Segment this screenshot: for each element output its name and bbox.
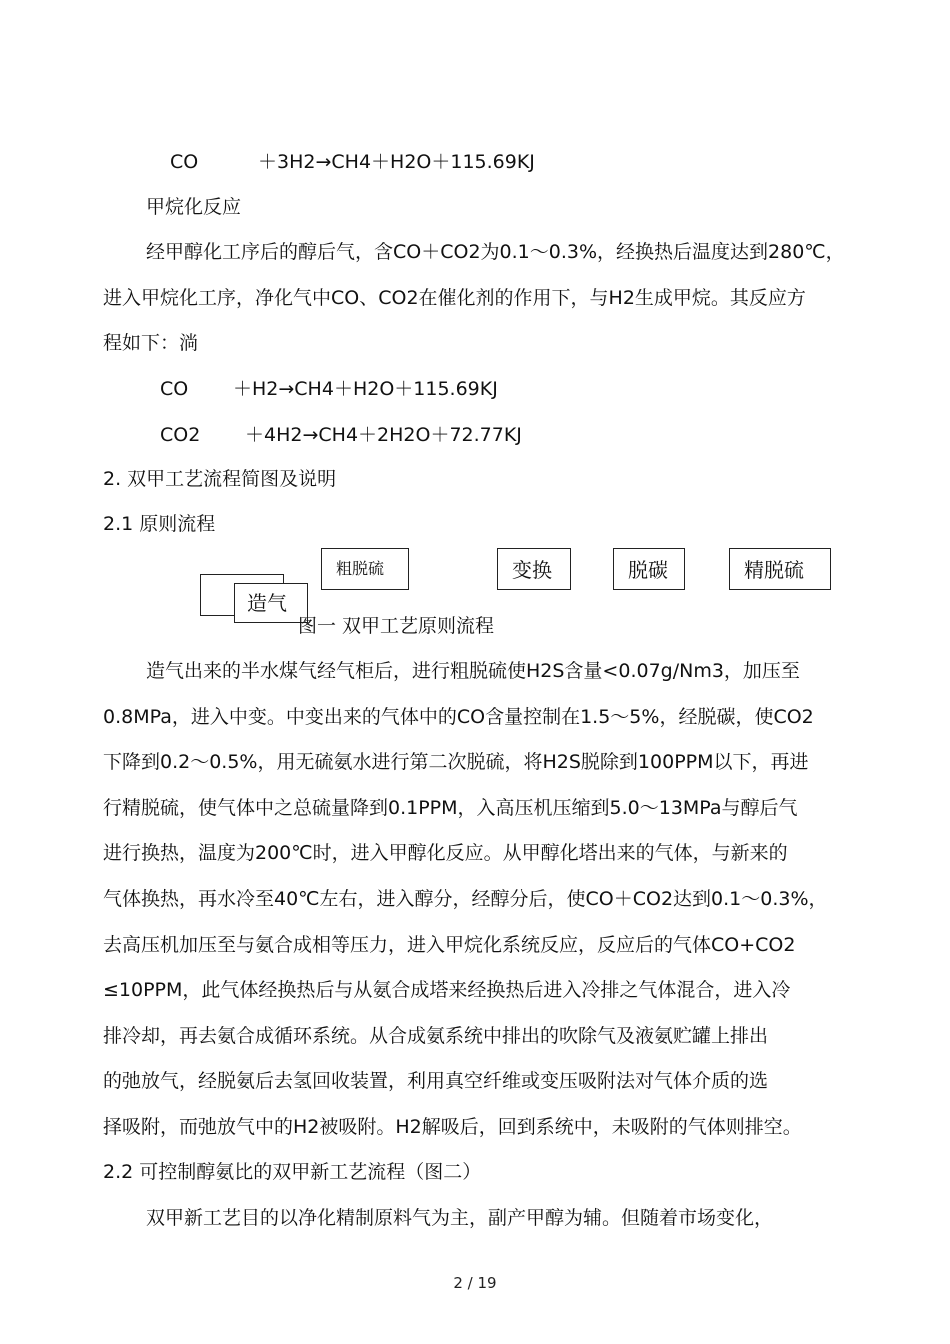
shift-box — [497, 548, 571, 590]
paragraph-line-2: 0.8MPa，进入中变。中变出来的气体中的CO含量控制在1.5～5%，经脱碳，使CO2 — [103, 706, 814, 728]
equation-3-right: ＋4H2→CH4＋2H2O＋72.77KJ — [245, 424, 522, 446]
equation-1-right: ＋3H2→CH4＋H2O＋115.69KJ — [258, 151, 535, 173]
paragraph-line-1: 造气出来的半水煤气经气柜后，进行粗脱硫使H2S含量<0.07g/Nm3，加压至 — [146, 660, 800, 682]
equation-2-right: ＋H2→CH4＋H2O＋115.69KJ — [233, 378, 498, 400]
section-2-2-text: 双甲新工艺目的以净化精制原料气为主，副产甲醇为辅。但随着市场变化， — [146, 1207, 774, 1229]
section-2-2-heading: 2.2 可控制醇氨比的双甲新工艺流程（图二） — [103, 1161, 482, 1183]
coarse-desulfur-box — [321, 548, 409, 590]
decarb-label: 脱碳 — [628, 558, 668, 582]
fine-desulfur-box — [729, 548, 831, 590]
equation-3-left: CO2 — [160, 424, 201, 446]
paragraph-line-11: 择吸附，而弛放气中的H2被吸附。H2解吸后，回到系统中，未吸附的气体则排空。 — [103, 1116, 802, 1138]
shift-label: 变换 — [512, 558, 552, 582]
coarse-desulfur-label: 粗脱硫 — [336, 559, 385, 578]
equation-2-left: CO — [160, 378, 189, 400]
paragraph-line-8: ≤10PPM，此气体经换热后与从氨合成塔来经换热后进入冷排之气体混合，进入冷 — [103, 979, 791, 1001]
methanation-line-2: 进入甲烷化工序，净化气中CO、CO2在催化剂的作用下，与H2生成甲烷。其反应方 — [103, 287, 806, 309]
paragraph-line-3: 下降到0.2～0.5%，用无硫氨水进行第二次脱硫，将H2S脱除到100PPM以下，再进 — [103, 751, 809, 773]
paragraph-line-9: 排冷却，再去氨合成循环系统。从合成氨系统中排出的吹除气及液氨贮罐上排出 — [103, 1025, 769, 1047]
paragraph-line-6: 气体换热，再水冷至40℃左右，进入醇分，经醇分后，使CO＋CO2达到0.1～0.3%， — [103, 888, 828, 910]
section-2-1-heading: 2.1 原则流程 — [103, 513, 216, 535]
page-number: 2 / 19 — [453, 1274, 497, 1292]
methanation-heading: 甲烷化反应 — [146, 196, 242, 218]
paragraph-line-5: 进行换热，温度为200℃时，进入甲醇化反应。从甲醇化塔出来的气体，与新来的 — [103, 842, 788, 864]
gas-making-label: 造气 — [247, 591, 287, 615]
paragraph-line-10: 的弛放气，经脱氨后去氢回收装置，利用真空纤维或变压吸附法对气体介质的选 — [103, 1070, 769, 1092]
methanation-line-1: 经甲醇化工序后的醇后气，含CO＋CO2为0.1～0.3%，经换热后温度达到280℃， — [146, 241, 845, 263]
figure-1-caption: 图一 双甲工艺原则流程 — [298, 615, 495, 637]
methanation-line-3: 程如下：淌 — [103, 332, 199, 354]
paragraph-line-7: 去高压机加压至与氨合成相等压力，进入甲烷化系统反应，反应后的气体CO+CO2 — [103, 934, 796, 956]
fine-desulfur-label: 精脱硫 — [744, 558, 804, 582]
gas-making-box — [234, 583, 308, 623]
paragraph-line-4: 行精脱硫，使气体中之总硫量降到0.1PPM，入高压机压缩到5.0～13MPa与醇后气 — [103, 797, 798, 819]
decarb-box — [613, 548, 685, 590]
equation-1-left: CO — [170, 151, 199, 173]
section-2-heading: 2. 双甲工艺流程简图及说明 — [103, 468, 337, 490]
